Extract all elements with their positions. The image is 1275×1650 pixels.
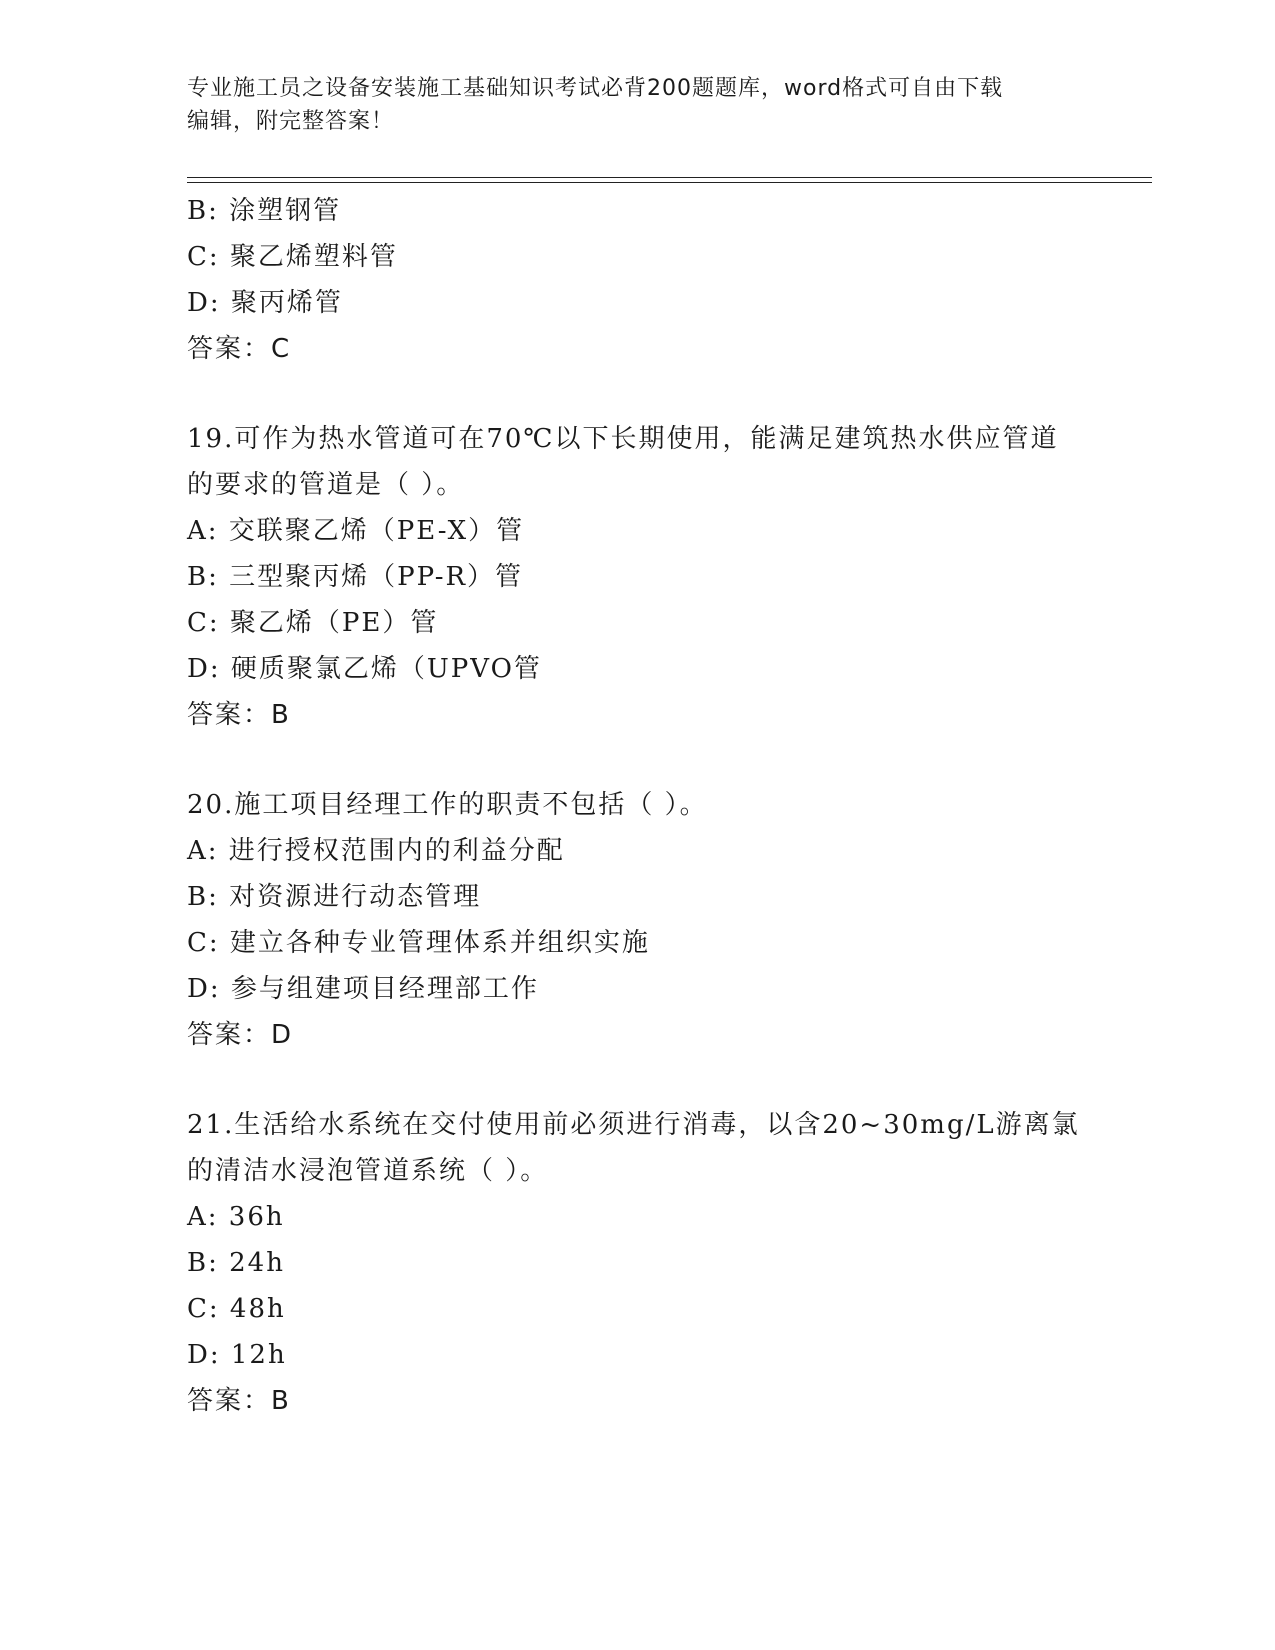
option-c: C: 48h — [187, 1294, 286, 1324]
option-c: C: 聚乙烯（PE）管 — [187, 608, 439, 638]
option-a: A: 36h — [187, 1202, 285, 1232]
option-b: B: 对资源进行动态管理 — [187, 882, 482, 912]
header-rule-bottom — [187, 182, 1152, 183]
header-line-2: 编辑，附完整答案！ — [187, 109, 395, 134]
question-21 — [187, 1102, 1087, 1424]
option-d: D: 12h — [187, 1340, 287, 1370]
answer-line: 答案：B — [187, 1386, 291, 1416]
option-d: D: 聚丙烯管 — [187, 288, 343, 318]
answer-line: 答案：D — [187, 1020, 294, 1050]
question-19 — [187, 416, 1087, 738]
document-body — [187, 188, 1087, 1424]
document-header — [187, 72, 1067, 138]
question-stem-line-1: 19.可作为热水管道可在70℃以下长期使用，能满足建筑热水供应管道 — [187, 424, 1059, 454]
answer-line: 答案：B — [187, 700, 291, 730]
option-c: C: 建立各种专业管理体系并组织实施 — [187, 928, 650, 958]
option-b: B: 三型聚丙烯（PP-R）管 — [187, 562, 524, 592]
header-rule-top — [187, 177, 1152, 178]
option-b: B: 24h — [187, 1248, 285, 1278]
header-line-1: 专业施工员之设备安装施工基础知识考试必背200题题库，word格式可自由下载 — [187, 76, 1004, 101]
question-stem-line-2: 的要求的管道是（ ）。 — [187, 470, 465, 500]
option-b: B: 涂塑钢管 — [187, 196, 342, 226]
option-a: A: 交联聚乙烯（PE-X）管 — [187, 516, 525, 546]
question-stem-line-2: 的清洁水浸泡管道系统（ ）。 — [187, 1156, 549, 1186]
answer-line: 答案：C — [187, 334, 292, 364]
option-d: D: 硬质聚氯乙烯（UPVO管 — [187, 654, 542, 684]
option-d: D: 参与组建项目经理部工作 — [187, 974, 539, 1004]
option-a: A: 进行授权范围内的利益分配 — [187, 836, 565, 866]
question-18-continuation — [187, 188, 1087, 372]
question-20 — [187, 782, 1087, 1058]
question-stem-line-1: 20.施工项目经理工作的职责不包括（ ）。 — [187, 790, 708, 820]
question-stem-line-1: 21.生活给水系统在交付使用前必须进行消毒，以含20~30mg/L游离氯 — [187, 1110, 1080, 1140]
option-c: C: 聚乙烯塑料管 — [187, 242, 398, 272]
